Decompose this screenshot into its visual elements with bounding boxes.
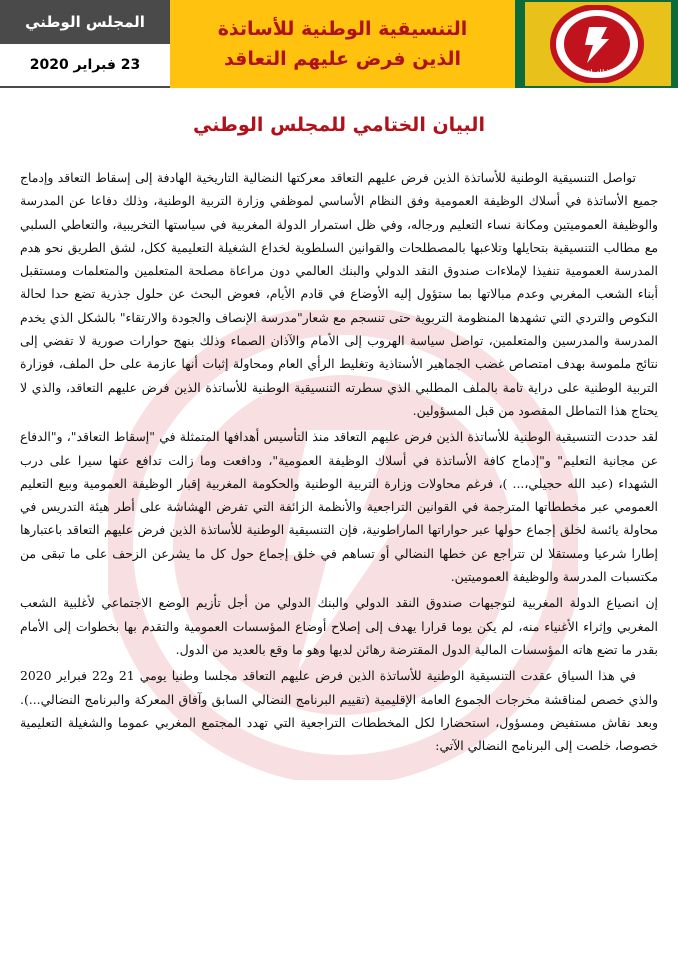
- document-title: البيان الختامي للمجلس الوطني: [193, 114, 485, 136]
- document-date: 23 فبراير 2020: [0, 44, 170, 88]
- logo-panel: [515, 0, 678, 88]
- paragraph-4: في هذا السياق عقدت التنسيقية الوطنية للأساتذة الذين فرض عليهم التعاقد مجلسا وطنيا يومي 21 و22 فبراير 2020 والذي خصص لمناقشة مخرجات الجموع العامة الإقليمية (تقييم البرنامج النضالي السابق وآفاق المعركة والبرنامج النضالي...). وبعد نقاش مستفيض ومسؤول، استحضارا لكل المخططات التراجعية التي تهدد المجتمع المغربي عموما والشغيلة التعليمية خصوصا، خلصت إلى البرنامج النضالي الآتي:: [20, 668, 658, 754]
- council-label: المجلس الوطني: [0, 0, 170, 44]
- meta-panel: [0, 0, 170, 88]
- paragraph-3: إن انصياع الدولة المغربية لتوجيهات صندوق النقد الدولي والبنك الدولي من أجل تأزيم الوضع الاجتماعي لأغلبية الشعب المغربي وإثراء الأغنياء منه، لم يكن يوما قرارا يهدف إلى إصلاح أوضاع المؤسسات العمومية والتقدم بها بخطوات إلى الأمام بقدر ما تضع هاته المؤسسات المالية الدول المقترضة رهائن لديها وهو ما وقع بالعديد من الدول.: [20, 595, 658, 657]
- document-header: [0, 0, 678, 88]
- organization-title: [170, 0, 515, 88]
- logo-caption: لا للتعاقد: [582, 68, 611, 77]
- statement-body: [20, 166, 658, 760]
- org-title-line-2: الذين فرض عليهم التعاقد: [223, 48, 462, 70]
- paragraph-2: لقد حددت التنسيقية الوطنية للأساتذة الذين فرض عليهم التعاقد منذ التأسيس أهدافها المتمثلة في "إسقاط التعاقد"، و"الدفاع عن مجانية التعليم" و"إدماج كافة الأساتذة في أسلاك الوظيفة العمومية"، ودافعت وما زالت تدافع عنها سيرا على درب الشهداء (عبد الله حجيلي،... )، فرغم محاولات وزارة التربية الوطنية والحكومة المغربية إقبار الوظيفة العمومية وبيع التعليم العمومي عبر مخططاتها المترجمة في القوانين التراجعية والأنظمة الزائفة التي تفرض الهشاشة على أطر هيئة التدريس في محاولة يائسة لخلق إجماع حولها عبر حواراتها الماراطونية، فإن التنسيقية الوطنية للأساتذة الذين فرض عليهم التعاقد باعتبارها إطارا شرعيا ومستقلا لن تتراجع عن خطها النضالي أو تساهم في خلق إجماع حول كل ما يشرعن الزحف على ما تبقى من مكتسبات المدرسة والوظيفة العموميتين.: [20, 429, 658, 585]
- paragraph-1: تواصل التنسيقية الوطنية للأساتذة الذين فرض عليهم التعاقد معركتها النضالية التاريخية الهادفة إلى إسقاط التعاقد وإدماج جميع الأساتذة في أسلاك الوظيفة العمومية وفق النظام الأساسي لموظفي وزارة التربية الوطنية، وذلك دفاعا عن المدرسة والوظيفة العموميتين ومكانة نساء التعليم ورجاله، وفي ظل استمرار الدولة المغربية في سياستها التخريبية، والتعاطي السلبي مع مطالب التنسيقية بتحايلها وتلاعبها بالمصطلحات والقوانين السلطوية لخداع الشغيلة التعليمية ككل، لشق الطريق نحو هدم المدرسة العمومية تنفيذا لإملاءات صندوق النقد الدولي والبنك العالمي دون مراعاة مصلحة المتعلمين والمتعلمات ومستقبل أبناء الشعب المغربي وعدم مبالاتها بما ستؤول إليه الأوضاع في قادم الأيام، فعوض البحث عن حلول جذرية تضع حدا لحالة النكوص والتردي التي تشهدها المنظومة التربوية حتى تنسجم مع شعار"مدرسة الإنصاف والجودة والارتقاء" بالشكل الذي يخدم المدرسة والمدرسين والمتعلمين، تواصل سياسة الهروب إلى الأمام والآذان الصماء وذلك بنهج حوارات صورية لا تفضي إلى نتائج ملموسة بهدف امتصاص غضب الجماهير الأستاذية وتغليط الرأي العام ومحاولة إثبات أنها عازمة على حل الملف، فوزارة التربية الوطنية على دراية تامة بالملف المطلبي الذي سطرته التنسيقية الوطنية للأساتذة الذين فرض عليهم التعاقد، والذي لا يحتاج هذا التماطل المقصود من قبل المسؤولين.: [20, 170, 658, 418]
- organization-logo: [537, 5, 657, 83]
- org-title-line-1: التنسيقية الوطنية للأساتذة: [217, 18, 468, 40]
